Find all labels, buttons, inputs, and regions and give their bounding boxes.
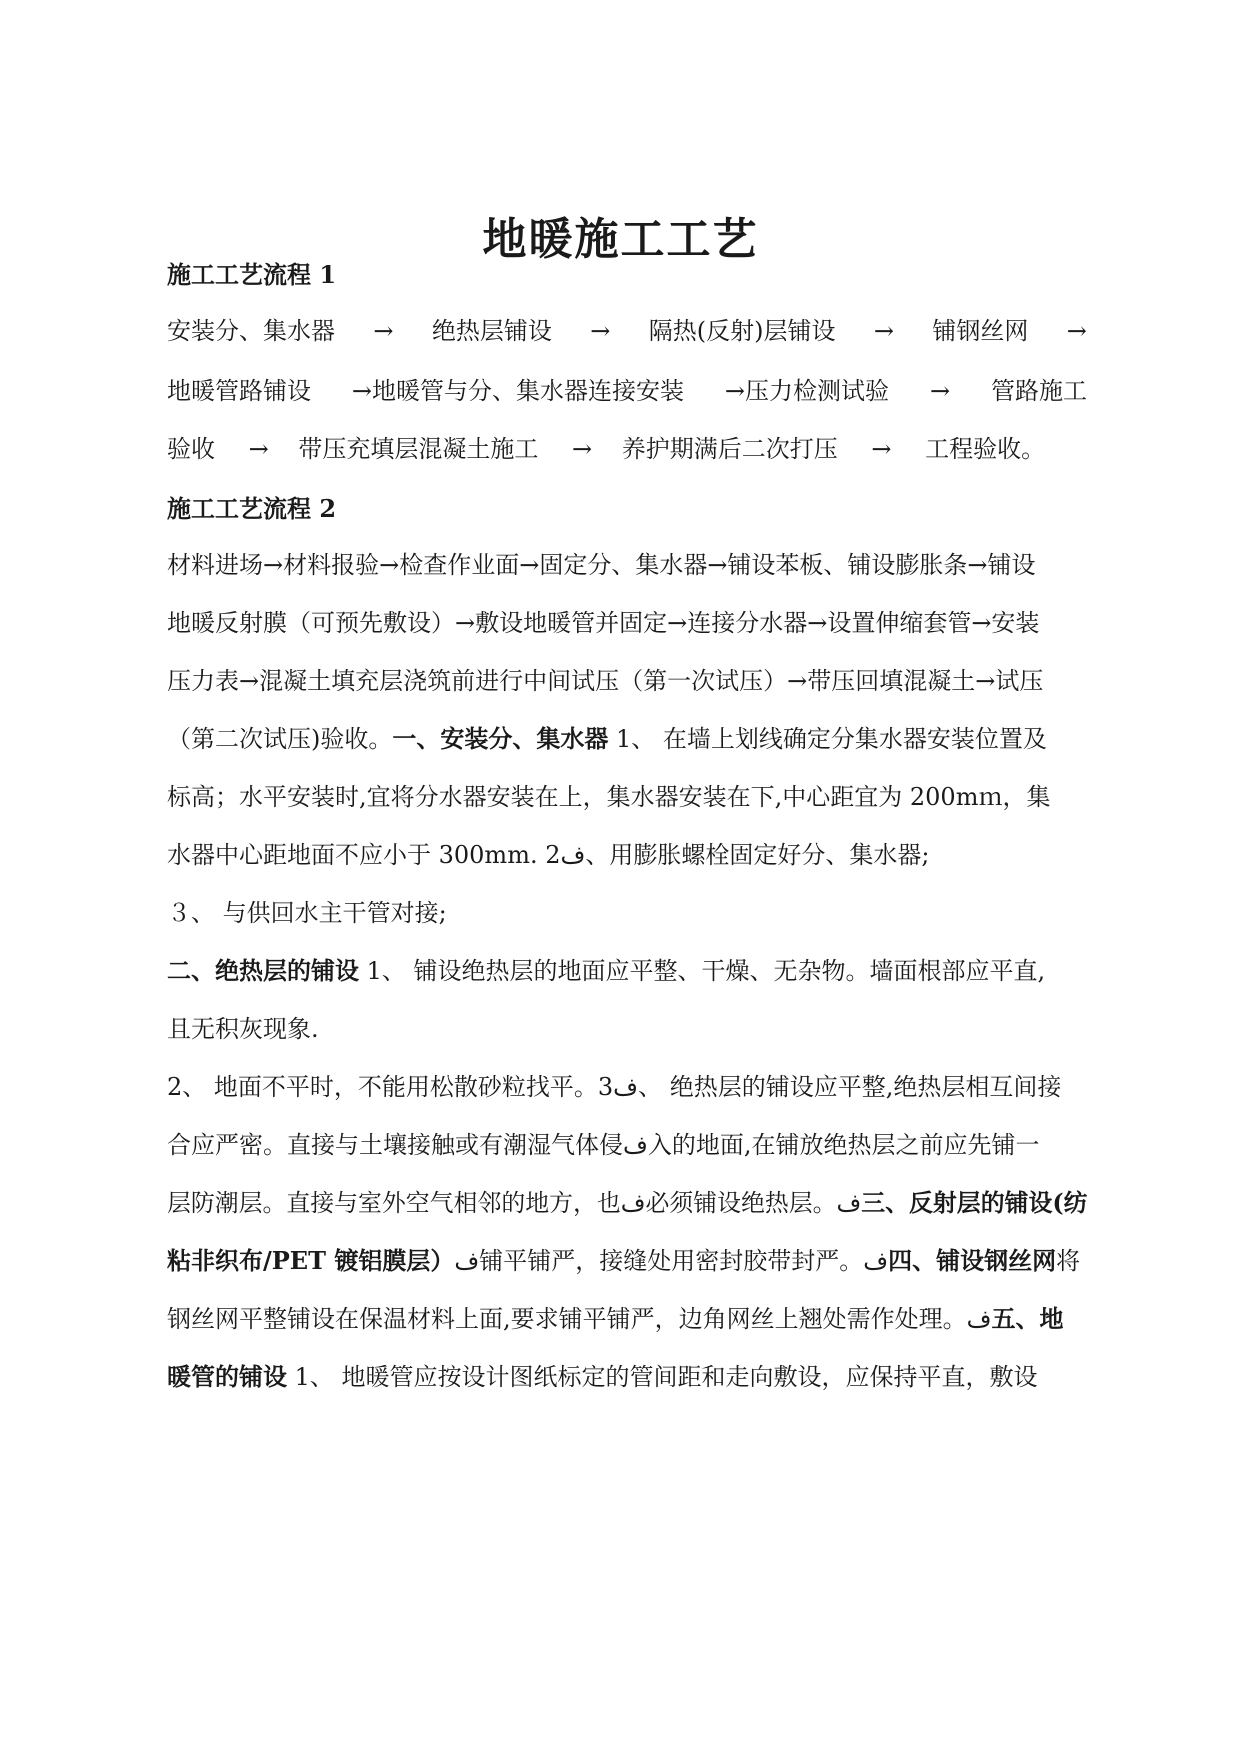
arrow-icon: →: [1066, 317, 1087, 345]
arrow-icon: →: [248, 435, 269, 463]
flow-step: 养护期满后二次打压: [621, 435, 838, 463]
text-run: 1、 在墙上划线确定分集水器安装位置及: [608, 725, 1047, 753]
section1-heading: 施工工艺流程 1: [167, 260, 337, 289]
subheading-wire-mesh: 四、铺设钢丝网: [888, 1246, 1057, 1275]
flow1-line2: [167, 373, 1087, 409]
text-run: ف铺平铺严，接缝处用密封胶带封严。ف: [454, 1247, 889, 1275]
paragraph-line: [167, 721, 1087, 757]
flow1-line3: [167, 431, 1087, 467]
arrow-icon: →: [871, 435, 892, 463]
text-run: 层防潮层。直接与室外空气相邻的地方，也ف必须铺设绝热层。ف: [167, 1189, 862, 1217]
arrow-icon: →: [590, 317, 611, 345]
paragraph-line: 且无积灰现象.: [167, 1015, 319, 1043]
paragraph-line: ３、 与供回水主干管对接;: [167, 899, 447, 927]
paragraph-line: 合应严密。直接与土壤接触或有潮湿气体侵ف入的地面,在铺放绝热层之前应先铺一: [167, 1131, 1040, 1159]
paragraph-line: 2、 地面不平时，不能用松散砂粒找平。3ف、 绝热层的铺设应平整,绝热层相互间接: [167, 1073, 1062, 1101]
paragraph-line: [167, 1359, 1087, 1395]
subheading-insulation: 二、绝热层的铺设: [167, 956, 359, 985]
flow-step: 验收: [167, 435, 215, 463]
flow-step: →压力检测试验: [724, 377, 890, 405]
text-run: 1、 地暖管应按设计图纸标定的管间距和走向敷设，应保持平直，敷设: [287, 1363, 1038, 1391]
arrow-icon: →: [572, 435, 593, 463]
paragraph-line: 地暖反射膜（可预先敷设）→敷设地暖管并固定→连接分水器→设置伸缩套管→安装: [167, 609, 1040, 637]
arrow-icon: →: [873, 317, 895, 345]
paragraph-line: 水器中心距地面不应小于 300mm. 2ف、用膨胀螺栓固定好分、集水器;: [167, 841, 930, 869]
subheading-pipe-laying: 五、地: [991, 1304, 1064, 1333]
arrow-icon: →: [929, 377, 951, 405]
paragraph-line: 标高；水平安装时,宜将分水器安装在上，集水器安装在下,中心距宜为 200mｍ，集: [167, 783, 1051, 811]
flow-step: 带压充填层混凝土施工: [298, 435, 539, 463]
flow1-line1: [167, 313, 1087, 349]
paragraph-line: [167, 1243, 1087, 1279]
flow-step: 铺钢丝网: [932, 317, 1029, 345]
text-run: 1、 铺设绝热层的地面应平整、干燥、无杂物。墙面根部应平直,: [359, 957, 1046, 985]
flow-step: 地暖管路铺设: [167, 377, 311, 405]
arrow-icon: →: [373, 317, 394, 345]
paragraph-line: 压力表→混凝土填充层浇筑前进行中间试压（第一次试压）→带压回填混凝土→试压: [167, 667, 1044, 695]
flow-step: 管路施工: [990, 377, 1087, 405]
text-run-bold: 粘非织布/PET 镀铝膜层）: [167, 1246, 455, 1275]
text-run: 钢丝网平整铺设在保温材料上面,要求铺平铺严，边角网丝上翘处需作处理。ف: [167, 1305, 992, 1333]
paragraph-line: [167, 1185, 1088, 1221]
text-run: （第二次试压)验收。: [167, 725, 393, 753]
paragraph-line: [167, 953, 1087, 989]
document-title: 地暖施工工艺: [482, 214, 759, 265]
subheading-install-manifold: 一、安装分、集水器: [392, 724, 609, 753]
text-run-bold: 暖管的铺设: [167, 1362, 287, 1391]
paragraph-line: [167, 1301, 1087, 1337]
flow-step: 绝热层铺设: [431, 317, 552, 345]
flow-step: 工程验收。: [925, 435, 1046, 463]
flow-step: 安装分、集水器: [167, 317, 335, 345]
paragraph-line: 材料进场→材料报验→检查作业面→固定分、集水器→铺设苯板、铺设膨胀条→铺设: [167, 551, 1036, 579]
subheading-reflective-layer: 三、反射层的铺设(纺: [861, 1188, 1088, 1217]
flow-step: 隔热(反射)层铺设: [648, 317, 836, 345]
text-run: 将: [1056, 1247, 1081, 1275]
section2-heading: 施工工艺流程 2: [167, 494, 337, 523]
flow-step: →地暖管与分、集水器连接安装: [351, 377, 685, 405]
